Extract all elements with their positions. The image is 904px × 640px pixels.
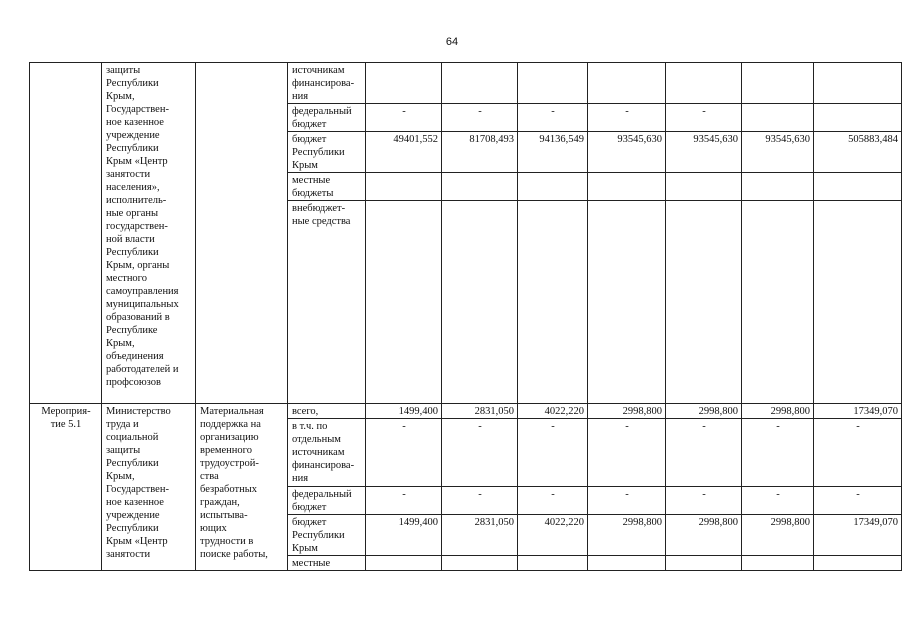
measure-cell [30,63,102,404]
value-cell [442,173,518,201]
value-cell: 2998,800 [742,515,814,556]
value-cell: 4022,220 [518,515,588,556]
value-cell [442,556,518,571]
value-cell [742,104,814,132]
value-cell [666,556,742,571]
value-cell [588,63,666,104]
value-cell [442,63,518,104]
value-cell: - [442,104,518,132]
value-cell [666,63,742,104]
value-cell: 2831,050 [442,404,518,419]
executors-cell: защиты Республики Крым, Государствен- ное казенное учреждение Республики Крым «Центр занятости населения», исполнитель- ные органы государствен- ной власти Республики Крым, органы местного самоуправления муниципальных образований в Республике Крым, объединения работодателей и профсоюзов [102,63,196,404]
value-cell: - [518,104,588,132]
value-cell: 49401,552 [366,132,442,173]
source-cell: местные бюджеты [288,173,366,201]
value-cell [366,173,442,201]
value-cell: - [518,419,588,487]
value-cell [666,173,742,201]
source-cell: местные [288,556,366,571]
value-cell [588,556,666,571]
value-cell: - [366,104,442,132]
source-cell: внебюджет- ные средства [288,201,366,404]
value-cell: 505883,484 [814,132,902,173]
source-cell: источникам финансирова- ния [288,63,366,104]
value-cell: - [442,487,518,515]
value-cell: - [742,487,814,515]
value-cell [518,173,588,201]
value-cell: - [666,487,742,515]
value-cell: - [588,419,666,487]
value-cell: 17349,070 [814,404,902,419]
value-cell [518,201,588,404]
value-cell: 2831,050 [442,515,518,556]
value-cell: 2998,800 [666,515,742,556]
value-cell [742,556,814,571]
value-cell: 2998,800 [742,404,814,419]
source-cell: бюджет Республики Крым [288,132,366,173]
source-cell: федеральный бюджет [288,487,366,515]
value-cell: 81708,493 [442,132,518,173]
value-cell: - [666,104,742,132]
value-cell: 93545,630 [588,132,666,173]
measure-cell: Мероприя- тие 5.1 [30,404,102,571]
description-cell [196,63,288,404]
value-cell [814,63,902,104]
value-cell [814,173,902,201]
executors-cell: Министерство труда и социальной защиты Республики Крым, Государствен- ное казенное учреждение Республики Крым «Центр занятости [102,404,196,571]
value-cell: 2998,800 [588,515,666,556]
value-cell: - [518,487,588,515]
value-cell: - [814,487,902,515]
value-cell [588,173,666,201]
value-cell: 94136,549 [518,132,588,173]
value-cell [814,201,902,404]
value-cell: 4022,220 [518,404,588,419]
value-cell: 93545,630 [742,132,814,173]
value-cell: 2998,800 [666,404,742,419]
value-cell [442,201,518,404]
value-cell: 1499,400 [366,515,442,556]
value-cell [666,201,742,404]
value-cell [366,201,442,404]
value-cell: - [442,419,518,487]
table-row [30,63,902,104]
value-cell: - [742,419,814,487]
value-cell [814,104,902,132]
source-cell: в т.ч. по отдельным источникам финансирова- ния [288,419,366,487]
value-cell [742,63,814,104]
value-cell [518,556,588,571]
value-cell [814,556,902,571]
value-cell [366,556,442,571]
source-cell: бюджет Республики Крым [288,515,366,556]
value-cell: - [814,419,902,487]
value-cell: 17349,070 [814,515,902,556]
value-cell: - [588,487,666,515]
source-cell: всего, [288,404,366,419]
value-cell [588,201,666,404]
value-cell [742,173,814,201]
source-cell: федеральный бюджет [288,104,366,132]
value-cell: - [366,487,442,515]
value-cell: 2998,800 [588,404,666,419]
value-cell: - [588,104,666,132]
description-cell: Материальная поддержка на организацию временного трудоустрой- ства безработных граждан, испытыва- ющих трудности в поиске работы, [196,404,288,571]
value-cell: 1499,400 [366,404,442,419]
value-cell [518,63,588,104]
value-cell [742,201,814,404]
page-number: 64 [445,36,459,48]
table-row [30,404,902,419]
value-cell: - [666,419,742,487]
value-cell: - [366,419,442,487]
value-cell [366,63,442,104]
value-cell: 93545,630 [666,132,742,173]
financing-table [29,62,902,571]
